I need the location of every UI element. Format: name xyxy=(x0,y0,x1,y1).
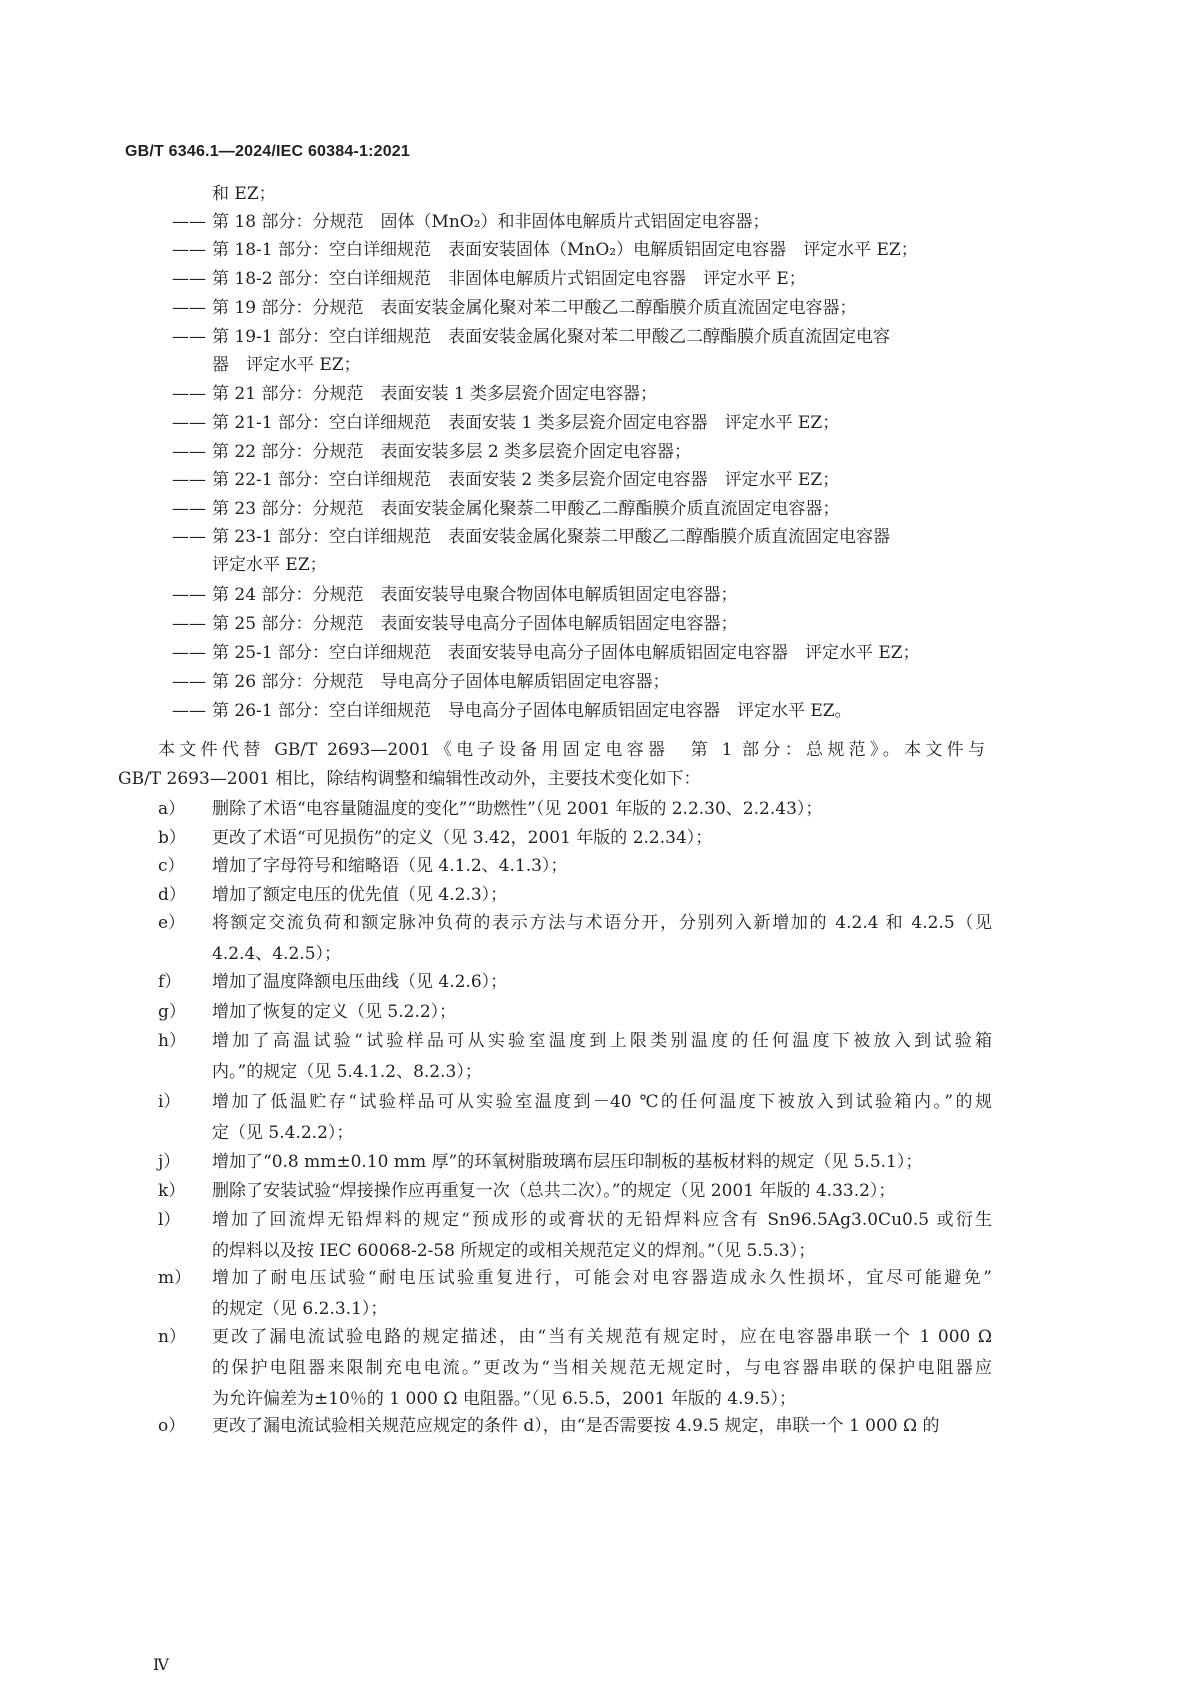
list-dash: —— xyxy=(172,384,206,404)
change-item-text: 删除了安装试验“焊接操作应再重复一次（总共二次）。”的规定（见 2001 年版的 4.33.2）； xyxy=(212,1181,896,1201)
part-title: 第 26 部分：分规范 导电高分子固体电解质铝固定电容器； xyxy=(212,672,670,692)
part-title: 第 21-1 部分：空白详细规范 表面安装 1 类多层瓷介固定电容器 评定水平 EZ； xyxy=(212,413,840,433)
change-item-label: d） xyxy=(158,885,186,905)
part-title: 第 22 部分：分规范 表面安装多层 2 类多层瓷介固定电容器； xyxy=(212,442,692,462)
part-title: 第 23 部分：分规范 表面安装金属化聚萘二甲酸乙二醇酯膜介质直流固定电容器； xyxy=(212,499,840,519)
list-dash: —— xyxy=(172,614,206,634)
change-item-label: m） xyxy=(158,1268,192,1288)
list-dash: —— xyxy=(172,701,206,721)
change-item-text: 更改了漏电流试验电路的规定描述，由“当有关规范有规定时，应在电容器串联一个 1 000 Ω xyxy=(212,1327,992,1347)
change-item-text: 增加了温度降额电压曲线（见 4.2.6）； xyxy=(212,972,508,992)
list-continuation: 和 EZ； xyxy=(212,184,276,204)
change-item-label: l） xyxy=(158,1210,181,1230)
part-title: 第 22-1 部分：空白详细规范 表面安装 2 类多层瓷介固定电容器 评定水平 EZ； xyxy=(212,470,840,490)
part-title: 第 19 部分：分规范 表面安装金属化聚对苯二甲酸乙二醇酯膜介质直流固定电容器； xyxy=(212,298,857,318)
change-item-label: f） xyxy=(158,972,182,992)
change-item-label: j） xyxy=(158,1152,181,1172)
change-item-text: 更改了漏电流试验相关规范应规定的条件 d），由“是否需要按 4.9.5 规定，串联一个 1 000 Ω 的 xyxy=(212,1416,940,1436)
change-item-label: b） xyxy=(158,828,186,848)
part-title: 第 18-2 部分：空白详细规范 非固体电解质片式铝固定电容器 评定水平 E； xyxy=(212,269,806,289)
part-title: 第 19-1 部分：空白详细规范 表面安装金属化聚对苯二甲酸乙二醇酯膜介质直流固定电容 xyxy=(212,327,890,347)
change-item-label: c） xyxy=(158,856,185,876)
change-item-text: 为允许偏差为±10％的 1 000 Ω 电阻器。”（见 6.5.5，2001 年版的 4.9.5）； xyxy=(212,1389,797,1409)
parts-list-item xyxy=(172,585,738,605)
part-title: 第 25-1 部分：空白详细规范 表面安装导电高分子固体电解质铝固定电容器 评定水平 EZ； xyxy=(212,643,920,663)
parts-list-item xyxy=(172,413,840,433)
change-item-text: 增加了高温试验“试验样品可从实验室温度到上限类别温度的任何温度下被放入到试验箱 xyxy=(212,1031,992,1051)
replace-paragraph-line-1 xyxy=(158,742,985,759)
change-item-label: n） xyxy=(158,1327,186,1347)
part-title: 第 18 部分：分规范 固体（MnO₂）和非固体电解质片式铝固定电容器； xyxy=(212,212,770,232)
parts-list-item xyxy=(172,384,658,404)
replace-paragraph-text-1: 本文件代替 GB/T 2693—2001《电子设备用固定电容器 第 1 部分：总规范》。本文件与 xyxy=(158,740,985,760)
parts-list-item xyxy=(172,470,840,490)
change-item-text: 删除了术语“电容量随温度的变化”“助燃性”（见 2001 年版的 2.2.30、2.2.43）； xyxy=(212,799,823,819)
list-dash: —— xyxy=(172,413,206,433)
document-header: GB/T 6346.1—2024/IEC 60384-1:2021 xyxy=(125,143,410,160)
list-dash: —— xyxy=(172,442,206,462)
part-title-continuation: 器 评定水平 EZ； xyxy=(212,355,361,375)
list-dash: —— xyxy=(172,298,206,318)
list-dash: —— xyxy=(172,327,206,347)
list-dash: —— xyxy=(172,212,206,232)
list-dash: —— xyxy=(172,672,206,692)
change-item-text: 的焊料以及按 IEC 60068-2-58 所规定的或相关规范定义的焊剂。”（见 5.5.3）； xyxy=(212,1241,816,1261)
change-item-text: 增加了额定电压的优先值（见 4.2.3）； xyxy=(212,885,508,905)
change-item-text: 增加了低温贮存“试验样品可从实验室温度到－40 ℃的任何温度下被放入到试验箱内。”的规 xyxy=(212,1092,992,1112)
list-dash: —— xyxy=(172,499,206,519)
list-dash: —— xyxy=(172,269,206,289)
change-item-text: 增加了“0.8 mm±0.10 mm 厚”的环氧树脂玻璃布层压印制板的基板材料的规定（见 5.5.1）； xyxy=(212,1152,923,1172)
change-item-label: o） xyxy=(158,1416,186,1436)
change-item-label: h） xyxy=(158,1031,186,1051)
page-number: Ⅳ xyxy=(153,1655,169,1674)
change-item-text: 内。”的规定（见 5.4.1.2、8.2.3）； xyxy=(212,1062,482,1082)
parts-list-item xyxy=(172,499,840,519)
replace-paragraph-line-2: GB/T 2693—2001 相比，除结构调整和编辑性改动外，主要技术变化如下： xyxy=(118,769,701,789)
change-item-text: 定（见 5.4.2.2）； xyxy=(212,1123,354,1143)
change-item-text: 增加了回流焊无铅焊料的规定“预成形的或膏状的无铅焊料应含有 Sn96.5Ag3.0Cu0.5 或衍生 xyxy=(212,1210,992,1230)
change-item-text: 的规定（见 6.2.3.1）； xyxy=(212,1299,388,1319)
change-item-text: 的保护电阻器来限制充电电流。”更改为“当相关规范无规定时，与电容器串联的保护电阻器应 xyxy=(212,1358,992,1378)
parts-list-item xyxy=(172,212,770,232)
part-title: 第 23-1 部分：空白详细规范 表面安装金属化聚萘二甲酸乙二醇酯膜介质直流固定电容器 xyxy=(212,527,890,547)
list-dash: —— xyxy=(172,585,206,605)
change-item-label: g） xyxy=(158,1002,186,1022)
change-item-label: e） xyxy=(158,913,186,933)
part-title: 第 26-1 部分：空白详细规范 导电高分子固体电解质铝固定电容器 评定水平 EZ。 xyxy=(212,701,852,721)
list-dash: —— xyxy=(172,527,206,547)
list-dash: —— xyxy=(172,470,206,490)
parts-list-item xyxy=(172,442,692,462)
change-item-label: i） xyxy=(158,1092,181,1112)
parts-list-item xyxy=(172,527,890,575)
change-item-label: k） xyxy=(158,1181,186,1201)
list-dash: —— xyxy=(172,240,206,260)
parts-list-item xyxy=(172,672,670,692)
change-item-label: a） xyxy=(158,799,186,819)
parts-list-item xyxy=(172,269,806,289)
part-title: 第 24 部分：分规范 表面安装导电聚合物固体电解质钽固定电容器； xyxy=(212,585,738,605)
part-title: 第 21 部分：分规范 表面安装 1 类多层瓷介固定电容器； xyxy=(212,384,658,404)
change-item-text: 增加了恢复的定义（见 5.2.2）； xyxy=(212,1002,457,1022)
change-item-text: 将额定交流负荷和额定脉冲负荷的表示方法与术语分开，分别列入新增加的 4.2.4 和 4.2.5（见 xyxy=(212,913,992,933)
parts-list-item xyxy=(172,614,738,634)
part-title: 第 25 部分：分规范 表面安装导电高分子固体电解质铝固定电容器； xyxy=(212,614,738,634)
list-dash: —— xyxy=(172,643,206,663)
parts-list-item xyxy=(172,327,890,375)
part-title-continuation: 评定水平 EZ； xyxy=(212,555,327,575)
part-title: 第 18-1 部分：空白详细规范 表面安装固体（MnO₂）电解质铝固定电容器 评定水平 EZ； xyxy=(212,240,918,260)
change-item-text: 更改了术语“可见损伤”的定义（见 3.42，2001 年版的 2.2.34）； xyxy=(212,828,713,848)
change-item-text: 增加了字母符号和缩略语（见 4.1.2、4.1.3）； xyxy=(212,856,568,876)
change-item-text: 4.2.4、4.2.5）； xyxy=(212,944,342,964)
parts-list-item xyxy=(172,701,852,721)
parts-list-item xyxy=(172,643,920,663)
change-item-text: 增加了耐电压试验“耐电压试验重复进行，可能会对电容器造成永久性损坏，宜尽可能避免” xyxy=(212,1268,992,1288)
parts-list-item xyxy=(172,240,918,260)
parts-list-item xyxy=(172,298,857,318)
